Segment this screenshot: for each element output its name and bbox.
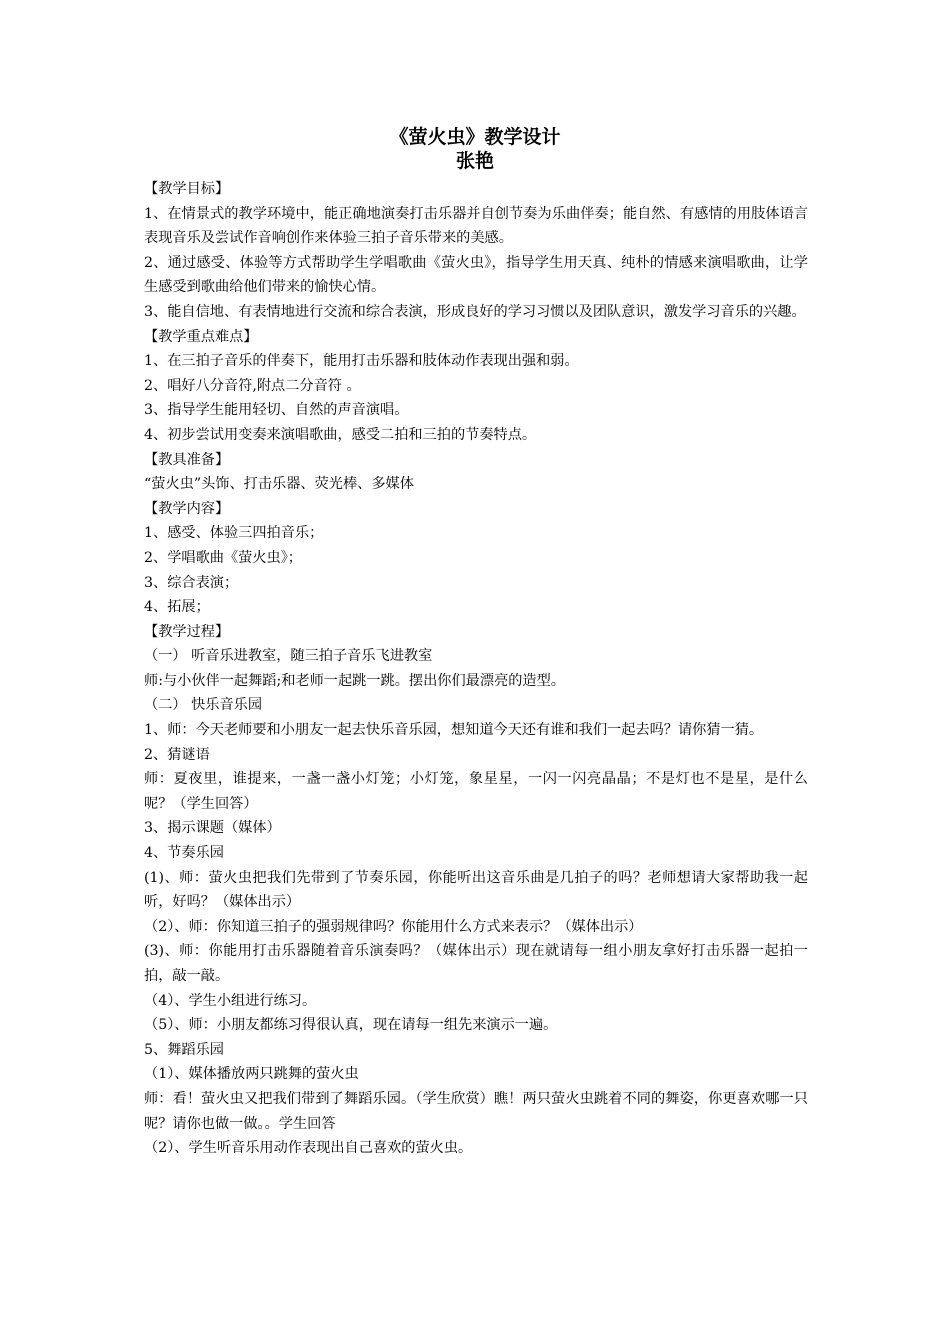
section-heading-objectives: 【教学目标】 xyxy=(144,181,230,197)
paragraph: （2）、师：你知道三拍子的强弱规律吗？你能用什么方式来表示？（媒体出示） xyxy=(144,918,643,935)
paragraph: 5、舞蹈乐园 xyxy=(144,1041,224,1058)
paragraph: 1、师：今天老师要和小朋友一起去快乐音乐园，想知道今天还有谁和我们一起去吗？请你猜一猜。 xyxy=(144,722,764,739)
paragraph: 1、在情景式的教学环境中，能正确地演奏打击乐器并自创节奏为乐曲伴奏；能自然、有感情的用肢体语言表现音乐及尝试作音响创作来体验三拍子音乐带来的美感。 xyxy=(144,205,808,247)
paragraph: 2、唱好八分音符,附点二分音符 。 xyxy=(144,377,361,394)
document-body xyxy=(144,177,808,1161)
paragraph: 3、综合表演； xyxy=(144,574,239,591)
paragraph: （5）、师：小朋友都练习得很认真，现在请每一组先来演示一遍。 xyxy=(144,1017,558,1034)
paragraph: (3)、师：你能用打击乐器随着音乐演奏吗？（媒体出示）现在就请每一组小朋友拿好打击乐器一起拍一拍，敲一敲。 xyxy=(144,943,808,984)
paragraph: 2、通过感受、体验等方式帮助学生学唱歌曲《萤火虫》，指导学生用天真、纯朴的情感来演唱歌曲，让学生感受到歌曲给他们带来的愉快心情。 xyxy=(144,254,808,296)
paragraph: (1)、师：萤火虫把我们先带到了节奏乐园，你能听出这音乐曲是几拍子的吗？老师想请大家帮助我一起听，好吗？（媒体出示） xyxy=(144,869,808,911)
paragraph: （二） 快乐音乐园 xyxy=(144,697,263,714)
section-heading-process: 【教学过程】 xyxy=(144,623,230,640)
paragraph: 师：看！萤火虫又把我们带到了舞蹈乐园。（学生欣赏）瞧！两只萤火虫跳着不同的舞姿，你更喜欢哪一只呢？请你也做一做。。学生回答 xyxy=(144,1090,808,1132)
paragraph: （一） 听音乐进教室，随三拍子音乐飞进教室 xyxy=(144,648,433,665)
paragraph: （2）、学生听音乐用动作表现出自己喜欢的萤火虫。 xyxy=(144,1140,473,1157)
paragraph: （1）、媒体播放两只跳舞的萤火虫 xyxy=(144,1066,359,1083)
section-heading-key-points: 【教学重点难点】 xyxy=(144,328,258,345)
paragraph: 师:与小伙伴一起舞蹈;和老师一起跳一跳。摆出你们最漂亮的造型。 xyxy=(144,672,565,689)
section-heading-content: 【教学内容】 xyxy=(144,500,230,517)
paragraph: 1、在三拍子音乐的伴奏下，能用打击乐器和肢体动作表现出强和弱。 xyxy=(144,353,579,370)
title-block xyxy=(0,125,950,173)
paragraph: 4、拓展； xyxy=(144,599,210,616)
paragraph: “萤火虫”头饰、打击乐器、荧光棒、多媒体 xyxy=(144,476,414,493)
paragraph: 2、猜谜语 xyxy=(144,746,210,763)
document-title: 《萤火虫》教学设计 xyxy=(389,126,561,148)
paragraph: 3、揭示课题（媒体） xyxy=(144,820,281,837)
paragraph: 2、学唱歌曲《萤火虫》； xyxy=(144,549,302,566)
paragraph: 4、节奏乐园 xyxy=(144,845,224,862)
paragraph: 师：夏夜里，谁提来，一盏一盏小灯笼；小灯笼，象星星，一闪一闪亮晶晶；不是灯也不是星，是什么呢？（学生回答） xyxy=(144,771,808,812)
section-heading-materials: 【教具准备】 xyxy=(144,451,230,468)
paragraph: 3、能自信地、有表情地进行交流和综合表演，形成良好的学习习惯以及团队意识，激发学习音乐的兴趣。 xyxy=(144,303,806,320)
paragraph: （4）、学生小组进行练习。 xyxy=(144,992,317,1009)
paragraph: 1、感受、体验三四拍音乐； xyxy=(144,525,324,542)
paragraph: 3、指导学生能用轻切、自然的声音演唱。 xyxy=(144,402,409,419)
paragraph: 4、初步尝试用变奏来演唱歌曲，感受二拍和三拍的节奏特点。 xyxy=(144,426,537,443)
document-author: 张艳 xyxy=(455,150,494,172)
